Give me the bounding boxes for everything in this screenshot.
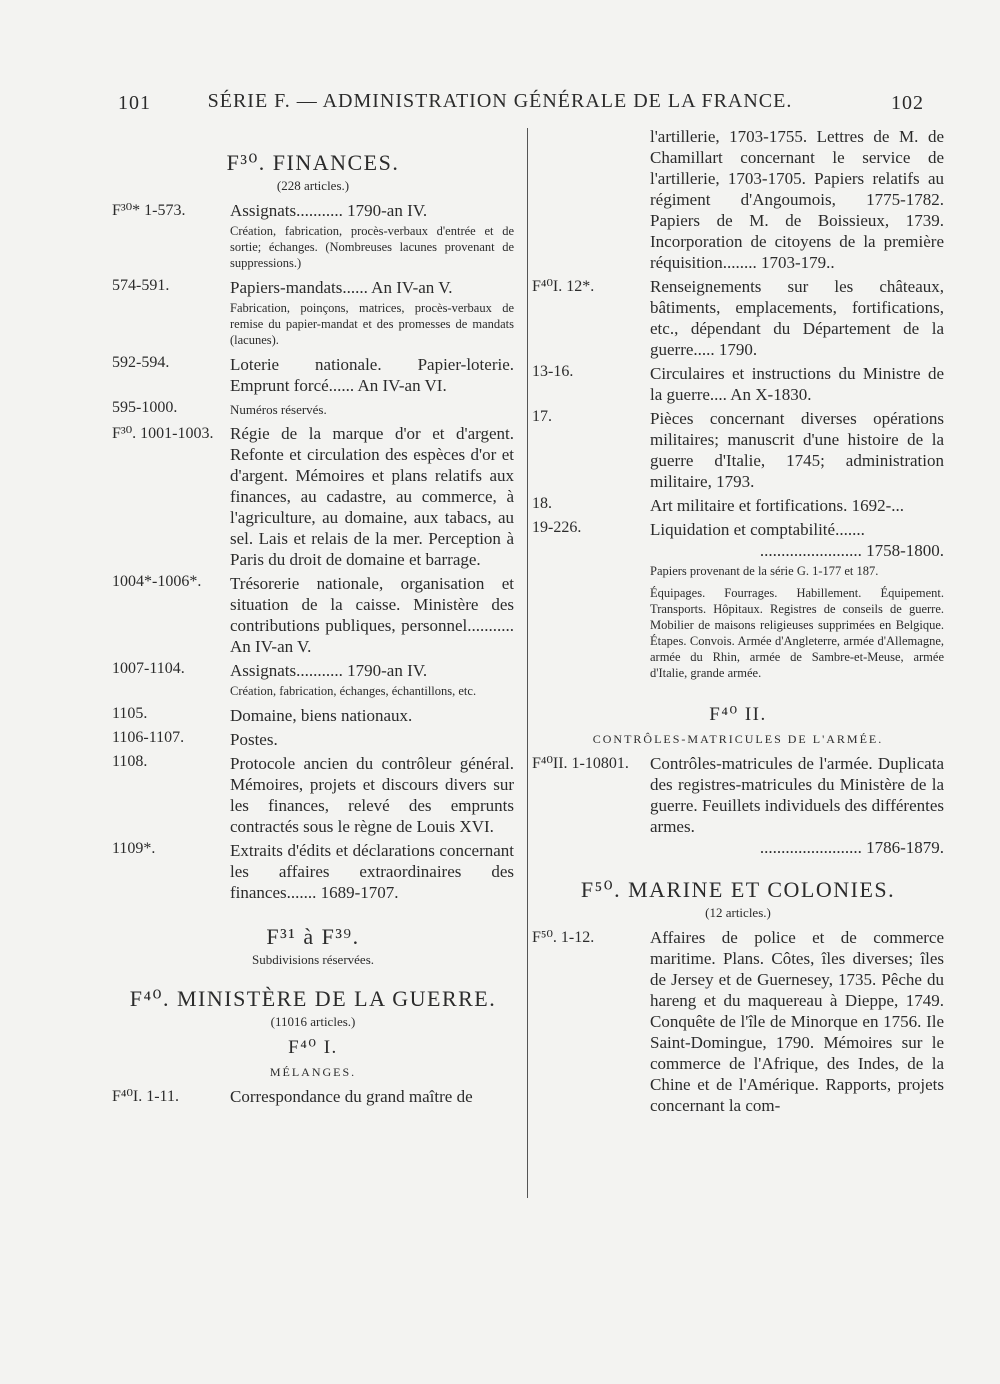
entry-text: Domaine, biens nationaux. [230,706,413,725]
entry-text: Loterie nationale. Papier-loterie. Emprunt forcé...... An IV-an VI. [230,355,514,395]
entry-ref: F⁴⁰II. 1-10801. [532,755,629,772]
entry-ref: F³⁰* 1-573. [112,202,186,219]
entry-ref: 13-16. [532,363,574,380]
entry [112,753,514,837]
entry-ref: 18. [532,495,552,512]
entry [112,1086,514,1107]
entry [112,840,514,903]
entry-text: Assignats........... 1790-an IV. [230,661,428,680]
entry [532,753,944,858]
entry-note: Création, fabrication, procès-verbaux d'entrée et de sortie; échanges. (Nombreuses lacunes provenant de suppressions.) [230,224,514,270]
entry-ref: 19-226. [532,519,582,536]
entry-ref: 1106-1107. [112,729,185,746]
entry-text: Assignats........... 1790-an IV. [230,201,428,220]
page-number-right: 102 [891,92,924,114]
section-subtitle-f31: Subdivisions réservées. [251,952,375,967]
section-count-f50: (12 articles.) [705,905,771,920]
section-heading-f30: F³⁰. FINANCES. [226,150,400,175]
entry [532,519,944,681]
entry [112,729,514,750]
entry [112,573,514,657]
entry-text: Numéros réservés. [230,402,327,417]
entry-ref: 574-591. [112,277,170,294]
entry-ref: 1109*. [112,840,156,857]
entry-text: Affaires de police et de commerce maritime. Plans. Côtes, îles diverses; îles de Jersey et de Guernesey, 1735. Pêche du hareng et du maquereau à Dieppe, 1749. Conquête de l'île de Minorque en 1756. Ile Saint-Domingue, 1790. Mémoires sur le commerce de l'Afrique, des Indes, de la Chine et de l'Amérique. Rapports, projets concernant la com- [650,928,944,1115]
entry-text: Papiers-mandats...... An IV-an V. [230,278,453,297]
entry-note: Équipages. Fourrages. Habillement. Équipement. Transports. Hôpitaux. Registres de conseils de guerre. Mobilier de maisons religieuses supprimées en Belgique. Étapes. Convois. Armée d'Angleterre, armée d'Allemagne, armée du Rhin, armée de Sambre-et-Meuse, armée d'Italie, grande armée. [650,586,944,680]
entry-ref: F⁵⁰. 1-12. [532,929,595,946]
entry-ref: 595-1000. [112,399,178,416]
entry-note: Papiers provenant de la série G. 1-177 et 187. [650,564,879,578]
entry-text: Art militaire et fortifications. 1692-... [650,496,904,515]
entry [112,354,514,396]
entry-text: Contrôles-matricules de l'armée. Duplicata des registres-matricules du Ministère de la guerre. Feuillets individuels des différentes armes. [650,754,944,836]
entry-text: Protocole ancien du contrôleur général. Mémoires, projets et discours divers sur les finances, relevé des emprunts contractés sous le règne de Louis XVI. [230,754,514,836]
page-number-left: 101 [118,92,151,114]
entry-text: Circulaires et instructions du Ministre de la guerre.... An X-1830. [650,364,944,404]
entry [112,277,514,348]
entry [532,495,944,516]
entry-note: Fabrication, poinçons, matrices, procès-verbaux de remise du papier-mandat et des promesses de mandats (lacunes). [230,301,514,347]
subsection-caption-f40i: MÉLANGES. [269,1065,357,1079]
section-heading-f50: F⁵⁰. MARINE ET COLONIES. [580,877,896,902]
entry-ref: F³⁰. 1001-1003. [112,425,214,442]
entry-text: Renseignements sur les châteaux, bâtiments, emplacements, fortifications, etc., dépendant du Département de la guerre..... 1790. [650,277,944,359]
section-count-f30: (228 articles.) [276,178,350,193]
entry [532,363,944,405]
subsection-heading-f40ii: F⁴⁰ II. [709,704,767,725]
entry [112,660,514,699]
entry-note: Création, fabrication, échanges, échantillons, etc. [230,684,477,698]
running-title: SÉRIE F. — ADMINISTRATION GÉNÉRALE DE LA FRANCE. [207,90,793,112]
entry-text: Liquidation et comptabilité....... [650,520,865,539]
section-heading-f40: F⁴⁰. MINISTÈRE DE LA GUERRE. [129,986,497,1011]
entry-ref: 592-594. [112,354,170,371]
entry-ref: 1105. [112,705,148,722]
entry-text: Trésorerie nationale, organisation et situation de la caisse. Ministère des contributions publiques, personnel........... An IV-an V. [230,574,514,656]
entry-text: Postes. [230,730,278,749]
entry [112,399,514,420]
entry [532,276,944,360]
entry-ref: F⁴⁰I. 12*. [532,278,595,295]
entry-ref: 1004*-1006*. [112,573,202,590]
entry [112,423,514,570]
entry-ref: 1007-1104. [112,660,185,677]
entry-ref: 1108. [112,753,148,770]
entry-text: Pièces concernant diverses opérations militaires; manuscrit d'une histoire de la guerre d'Italie, 1745; administration militaire, 1793. [650,409,944,491]
entry [112,200,514,271]
entry [532,927,944,1116]
entry [112,705,514,726]
entry-date: ........................ 1786-1879. [759,838,944,857]
entry-text: Correspondance du grand maître de [230,1087,473,1106]
column-divider [527,128,528,1198]
section-heading-f31: F³¹ à F³⁹. [266,924,360,949]
section-count-f40: (11016 articles.) [270,1014,356,1029]
right-column [532,126,944,1119]
entry-ref: F⁴⁰I. 1-11. [112,1088,179,1105]
entry-text: Extraits d'édits et déclarations concernant les affaires extraordinaires des finances....... 1689-1707. [230,841,514,902]
entry-text: l'artillerie, 1703-1755. Lettres de M. de Chamillart concernant le service de l'artillerie, 1703-1705. Papiers relatifs au régiment d'Angoumois, 1775-1782. Papiers de M. de Boissieux, 1739. Incorporation de citoyens de la première réquisition........ 1703-179.. [650,127,944,272]
subsection-heading-f40i: F⁴⁰ I. [288,1037,338,1058]
entry-date: ........................ 1758-1800. [759,541,944,560]
entry-ref: 17. [532,408,552,425]
page-header [0,86,1000,126]
entry [532,408,944,492]
left-column [112,126,514,1110]
subsection-caption-f40ii: CONTRÔLES-MATRICULES DE L'ARMÉE. [592,732,884,746]
entry-text: Régie de la marque d'or et d'argent. Refonte et circulation des espèces d'or et d'argent. Mémoires et plans relatifs aux finances, au cadastre, au commerce, à l'agriculture, au domaine, aux tabacs, au sel. Lais et relais de la mer. Perception à Paris du droit de domaine et barrage. [230,424,514,569]
entry-continued [532,126,944,273]
